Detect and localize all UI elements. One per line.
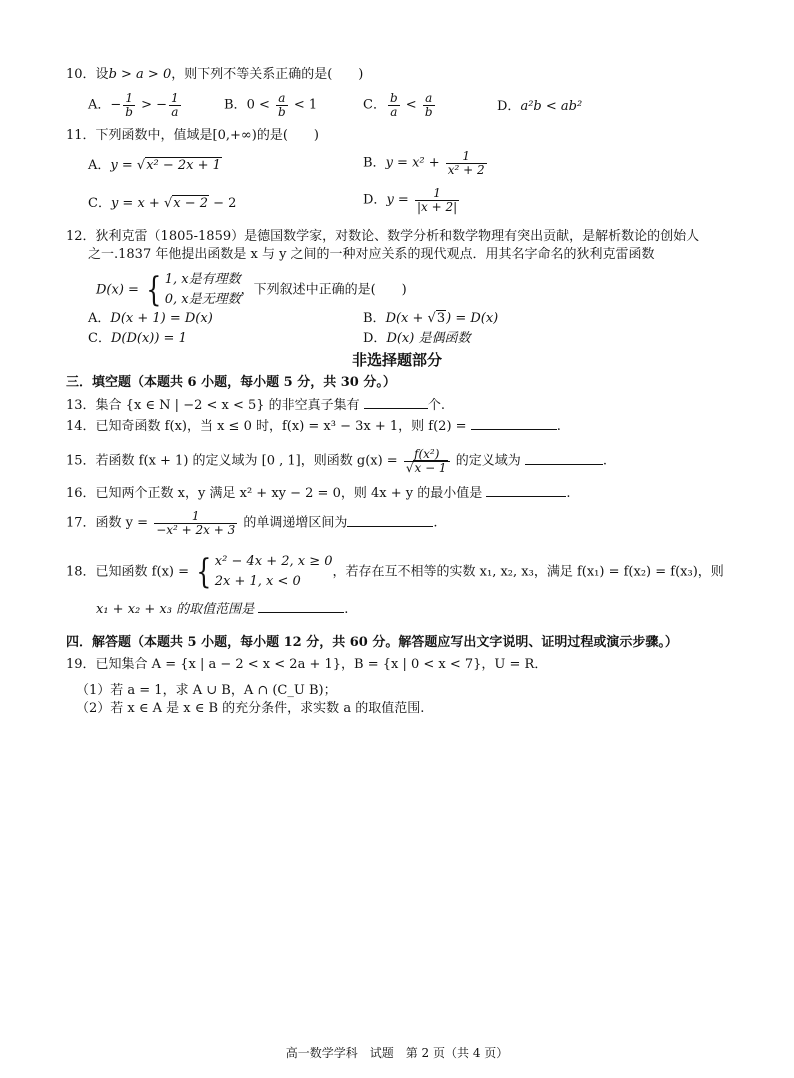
fraction: $\frac{1}{\text{x² + 2}}$ bbox=[447, 149, 485, 177]
part4-heading: 四．解答题（本题共 5 小题，每小题 12 分，共 60 分。解答题应写出文字说明、证明过程或演示步骤。） bbox=[66, 635, 678, 650]
sqrt-sign: √ bbox=[427, 311, 436, 326]
q10-option-a: A．− $\frac{1}{b}$ > − $\frac{1}{a}$ bbox=[88, 91, 179, 119]
question-number: 14． bbox=[66, 419, 96, 434]
answer-blank[interactable] bbox=[347, 512, 433, 527]
question-number: 18． bbox=[66, 564, 96, 580]
fraction: $\frac{a}{b}$ bbox=[278, 91, 286, 119]
q19-stem: 19．已知集合 A = {x | a − 2 < x < 2a + 1}，B = {x | 0 < x < 7}，U = R． bbox=[66, 657, 548, 672]
q17: 17．函数 y = $\frac{1}{\text{−x² + 2x + 3}}$ 的单调递增区间为 . bbox=[66, 509, 438, 537]
q11-option-b: B．y = x² + $\frac{1}{\text{x² + 2}}$ bbox=[363, 149, 485, 177]
question-number: 11． bbox=[66, 128, 96, 143]
q19-sub2: （2）若 x ∈ A 是 x ∈ B 的充分条件，求实数 a 的取值范围. bbox=[76, 701, 425, 716]
fraction: $\frac{a}{b}$ bbox=[424, 91, 433, 119]
sqrt-sign: √ bbox=[163, 196, 173, 211]
question-number: 15． bbox=[66, 453, 96, 469]
question-number: 13． bbox=[66, 398, 96, 413]
q15: 15．若函数 f(x + 1) 的定义域为 [0 , 1]，则函数 g(x) = $\frac{\text{f(x²)}}{√x - 1}$ 的定义域为 . bbox=[66, 447, 607, 475]
question-number: 19． bbox=[66, 657, 96, 672]
q19-sub1: （1）若 a = 1，求 A ∪ B，A ∩ (C_U B)； bbox=[76, 683, 337, 698]
section-title: 非选择题部分 bbox=[351, 351, 442, 369]
left-brace: { bbox=[146, 270, 162, 310]
fraction: $\frac{1}{b}$ bbox=[125, 91, 133, 119]
q11-stem: 11．下列函数中，值域是[0,+∞)的是( ) bbox=[66, 128, 319, 143]
answer-blank[interactable] bbox=[258, 598, 344, 613]
answer-blank[interactable] bbox=[486, 482, 566, 497]
left-brace: { bbox=[196, 552, 212, 592]
q10-option-c: C． $\frac{b}{a}$ < $\frac{a}{b}$ bbox=[363, 91, 433, 119]
question-number: 12． bbox=[66, 229, 96, 244]
fraction: $\frac{1}{|x + 2|}$ bbox=[416, 186, 458, 214]
q12-line2: 之一.1837 年他提出函数是 x 与 y 之间的一种对应关系的现代观点．用其名字命名的狄利克雷函数 bbox=[88, 247, 655, 262]
sqrt-sign: √ bbox=[136, 158, 146, 173]
page-footer: 高一数学学科 试题 第 2 页（共 4 页） bbox=[285, 1046, 509, 1060]
q12-option-a: A．D(x + 1) = D(x) bbox=[88, 311, 213, 326]
q14: 14．已知奇函数 f(x)，当 x ≤ 0 时，f(x) = x³ − 3x + 1，则 f(2) = . bbox=[66, 415, 561, 436]
answer-blank[interactable] bbox=[525, 450, 603, 465]
q10-option-b: B．0 < $\frac{a}{b}$ < 1 bbox=[224, 91, 318, 119]
q12-line1: 12．狄利克雷（1805-1859）是德国数学家，对数论、数学分析和数学物理有突出贡献，是解析数论的创始人 bbox=[66, 229, 700, 244]
answer-blank[interactable] bbox=[364, 394, 428, 409]
piecewise-cases: x² − 4x + 2, x ≥ 0 2x + 1, x < 0 bbox=[214, 554, 333, 589]
answer-blank[interactable] bbox=[471, 415, 557, 430]
q11-option-a: A．y = √x² − 2x + 1 bbox=[88, 158, 221, 173]
q10-stem: 10．设b > a > 0，则下列不等关系正确的是( ) bbox=[66, 67, 364, 82]
q16: 16．已知两个正数 x，y 满足 x² + xy − 2 = 0，则 4x + y 的最小值是 . bbox=[66, 482, 571, 503]
q12-option-c: C．D(D(x)) = 1 bbox=[88, 331, 187, 346]
q18-line2: x₁ + x₂ + x₃ 的取值范围是 . bbox=[96, 598, 348, 619]
question-number: 17． bbox=[66, 515, 96, 531]
question-number: 16． bbox=[66, 486, 96, 501]
dirichlet-definition: D(x) = { 1, x是有理数 0, x是无理数 ，下列叙述中正确的是( ) bbox=[96, 270, 407, 310]
fraction: $\frac{1}{\text{−x² + 2x + 3}}$ bbox=[156, 509, 236, 537]
condition: b > a > 0 bbox=[108, 67, 172, 82]
fraction: $\frac{1}{a}$ bbox=[171, 91, 179, 119]
piecewise-cases: 1, x是有理数 0, x是无理数 bbox=[164, 272, 241, 307]
q11-option-c: C．y = x + √x − 2 − 2 bbox=[88, 196, 237, 211]
q18-line1: 18．已知函数 f(x) = { x² − 4x + 2, x ≥ 0 2x + 1, x < 0 ，若存在互不相等的实数 x₁, x₂, x₃，满足 f(x₁) = f(x₂) = f(x₃)，则 bbox=[66, 552, 724, 592]
q12-option-b: B．D(x + √3) = D(x) bbox=[363, 311, 499, 326]
fraction: $\frac{\text{f(x²)}}{√x - 1}$ bbox=[404, 448, 450, 474]
q12-option-d: D．D(x) 是偶函数 bbox=[363, 331, 471, 346]
question-number: 10． bbox=[66, 67, 96, 82]
q11-option-d: D．y = $\frac{1}{|x + 2|}$ bbox=[363, 186, 458, 214]
q13: 13．集合 {x ∈ N | −2 < x < 5} 的非空真子集有 个. bbox=[66, 394, 445, 415]
q10-option-d: D．a²b < ab² bbox=[497, 99, 583, 114]
part3-heading: 三．填空题（本题共 6 小题，每小题 5 分，共 30 分。） bbox=[66, 375, 396, 390]
fraction: $\frac{b}{a}$ bbox=[389, 91, 398, 119]
